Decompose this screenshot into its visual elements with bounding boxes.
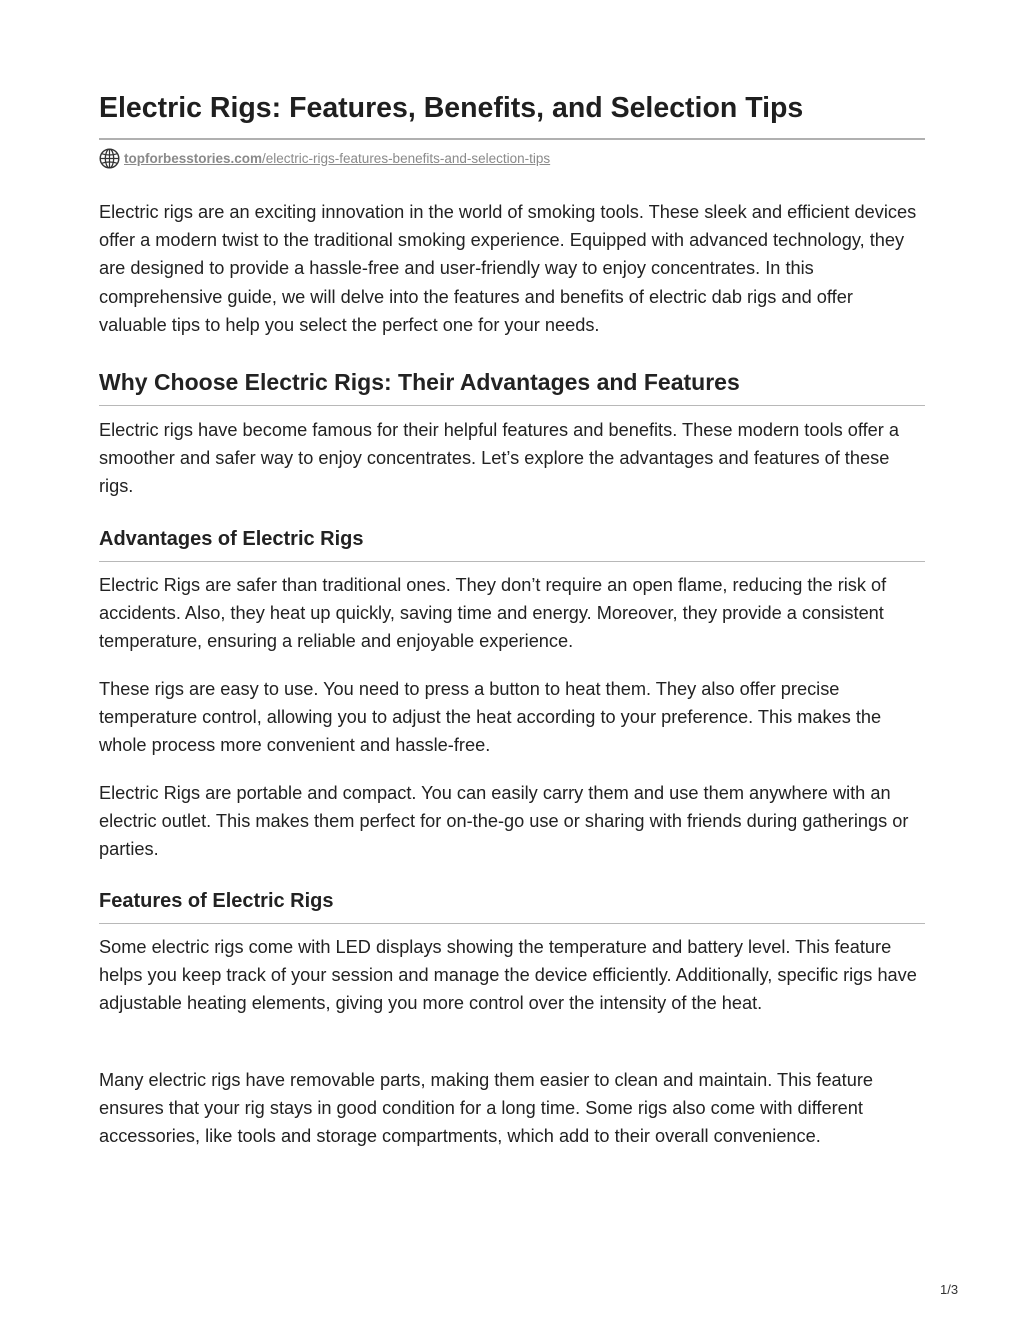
globe-icon <box>99 148 120 169</box>
title-divider <box>99 138 925 140</box>
section-paragraph: Electric rigs have become famous for their helpful features and benefits. These modern tools offer a smoother and safer way to enjoy concentrates. Let’s explore the advantages and features of these rigs. <box>99 420 900 497</box>
page-number: 1/3 <box>940 1282 959 1297</box>
source-path: /electric-rigs-features-benefits-and-selection-tips <box>262 150 551 166</box>
subheading-advantages: Advantages of Electric Rigs <box>99 528 364 550</box>
section-divider <box>99 923 925 924</box>
advantages-paragraph-1: Electric Rigs are safer than traditional ones. They don’t require an open flame, reducing the risk of accidents. Also, they heat up quickly, saving time and energy. Moreover, they provide a consistent temperature, ensuring a reliable and enjoyable experience. <box>99 575 887 652</box>
source-link[interactable] <box>124 151 550 166</box>
section-heading-why-choose: Why Choose Electric Rigs: Their Advantages and Features <box>99 369 740 395</box>
source-domain: topforbesstories.com <box>124 150 263 166</box>
subheading-features: Features of Electric Rigs <box>99 890 334 912</box>
features-paragraph-1: Some electric rigs come with LED displays showing the temperature and battery level. This feature helps you keep track of your session and manage the device efficiently. Additionally, specific rigs have adjustable heating elements, giving you more control over the intensity of the heat. <box>99 937 917 1014</box>
section-divider <box>99 561 925 562</box>
section-divider <box>99 405 925 406</box>
page-title: Electric Rigs: Features, Benefits, and Selection Tips <box>99 92 804 124</box>
source-line <box>99 147 550 169</box>
advantages-paragraph-2: These rigs are easy to use. You need to press a button to heat them. They also offer precise temperature control, allowing you to adjust the heat according to your preference. This makes the whole process more convenient and hassle-free. <box>99 679 882 756</box>
advantages-paragraph-3: Electric Rigs are portable and compact. You can easily carry them and use them anywhere with an electric outlet. This makes them perfect for on-the-go use or sharing with friends during gatherings or parties. <box>99 783 909 860</box>
features-paragraph-2: Many electric rigs have removable parts, making them easier to clean and maintain. This feature ensures that your rig stays in good condition for a long time. Some rigs also come with different accessories, like tools and storage compartments, which add to their overall convenience. <box>99 1070 874 1147</box>
intro-paragraph: Electric rigs are an exciting innovation in the world of smoking tools. These sleek and efficient devices offer a modern twist to the traditional smoking experience. Equipped with advanced technology, they are designed to provide a hassle-free and user-friendly way to enjoy concentrates. In this comprehensive guide, we will delve into the features and benefits of electric dab rigs and offer valuable tips to help you select the perfect one for your needs. <box>99 202 917 335</box>
